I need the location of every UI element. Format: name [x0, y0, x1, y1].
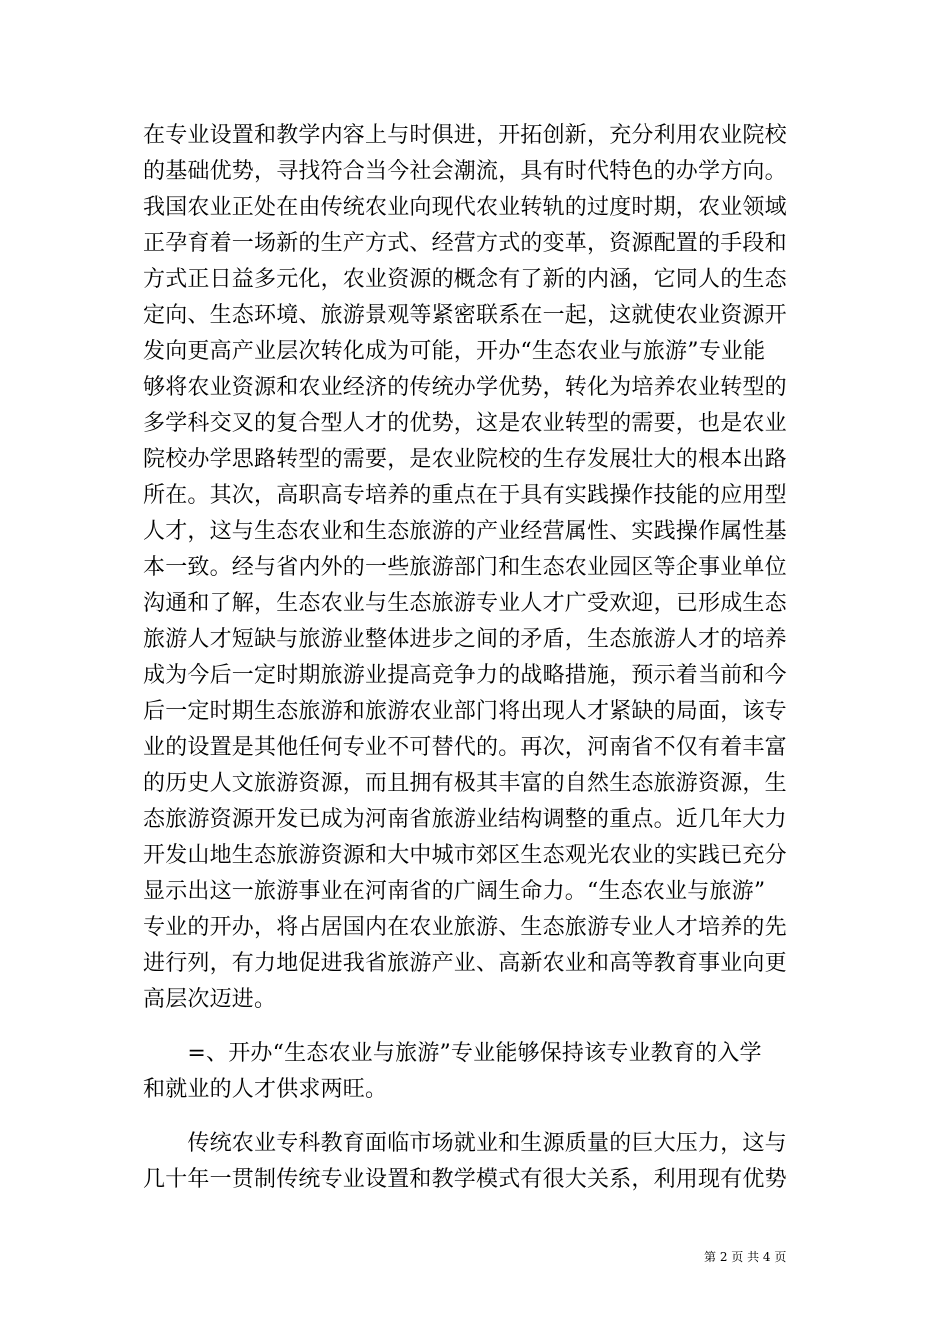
text-line: 高层次迈进。 [143, 987, 277, 1012]
text-line: 正孕育着一场新的生产方式、经营方式的变革，资源配置的手段和 [143, 231, 787, 256]
paragraph-2 [143, 1036, 813, 1108]
text-line: 的历史人文旅游资源，而且拥有极其丰富的自然生态旅游资源，生 [143, 771, 787, 796]
paragraph-spacer [143, 1108, 813, 1126]
text-line: 后一定时期生态旅游和旅游农业部门将出现人才紧缺的局面，该专 [143, 699, 787, 724]
page-number-footer: 第 2 页 共 4 页 [704, 1250, 787, 1264]
text-line: 开发山地生态旅游资源和大中城市郊区生态观光农业的实践已充分 [143, 843, 787, 868]
text-line: 传统农业专科教育面临市场就业和生源质量的巨大压力，这与 [143, 1131, 787, 1156]
paragraph-spacer [143, 1018, 813, 1036]
text-line: 几十年一贯制传统专业设置和教学模式有很大关系，利用现有优势 [143, 1167, 787, 1192]
text-line: 方式正日益多元化，农业资源的概念有了新的内涵，它同人的生态 [143, 267, 787, 292]
text-line: 发向更高产业层次转化成为可能，开办“生态农业与旅游”专业能 [143, 339, 766, 364]
text-line: =、开办“生态农业与旅游”专业能够保持该专业教育的入学 [143, 1041, 762, 1066]
text-line: 够将农业资源和农业经济的传统办学优势，转化为培养农业转型的 [143, 375, 787, 400]
text-line: 沟通和了解，生态农业与生态旅游专业人才广受欢迎，已形成生态 [143, 591, 787, 616]
text-line: 在专业设置和教学内容上与时俱进，开拓创新，充分利用农业院校 [143, 123, 787, 148]
text-line: 多学科交叉的复合型人才的优势，这是农业转型的需要，也是农业 [143, 411, 787, 436]
text-line: 所在。其次，高职高专培养的重点在于具有实践操作技能的应用型 [143, 483, 787, 508]
text-line: 本一致。经与省内外的一些旅游部门和生态农业园区等企事业单位 [143, 555, 787, 580]
text-line: 显示出这一旅游事业在河南省的广阔生命力。“生态农业与旅游” [143, 879, 766, 904]
text-line: 专业的开办，将占居国内在农业旅游、生态旅游专业人才培养的先 [143, 915, 787, 940]
document-body [143, 118, 813, 1198]
text-line: 人才，这与生态农业和生态旅游的产业经营属性、实践操作属性基 [143, 519, 787, 544]
text-line: 的基础优势，寻找符合当今社会潮流，具有时代特色的办学方向。 [143, 159, 787, 184]
text-line: 旅游人才短缺与旅游业整体进步之间的矛盾，生态旅游人才的培养 [143, 627, 787, 652]
text-line: 我国农业正处在由传统农业向现代农业转轨的过度时期，农业领域 [143, 195, 787, 220]
paragraph-1 [143, 118, 813, 1018]
text-line: 定向、生态环境、旅游景观等紧密联系在一起，这就使农业资源开 [143, 303, 787, 328]
text-line: 态旅游资源开发已成为河南省旅游业结构调整的重点。近几年大力 [143, 807, 787, 832]
paragraph-3 [143, 1126, 813, 1198]
text-line: 和就业的人才供求两旺。 [143, 1077, 388, 1102]
text-line: 业的设置是其他任何专业不可替代的。再次，河南省不仅有着丰富 [143, 735, 787, 760]
text-line: 成为今后一定时期旅游业提高竞争力的战略措施，预示着当前和今 [143, 663, 787, 688]
text-line: 进行列，有力地促进我省旅游产业、高新农业和高等教育事业向更 [143, 951, 787, 976]
text-line: 院校办学思路转型的需要，是农业院校的生存发展壮大的根本出路 [143, 447, 787, 472]
